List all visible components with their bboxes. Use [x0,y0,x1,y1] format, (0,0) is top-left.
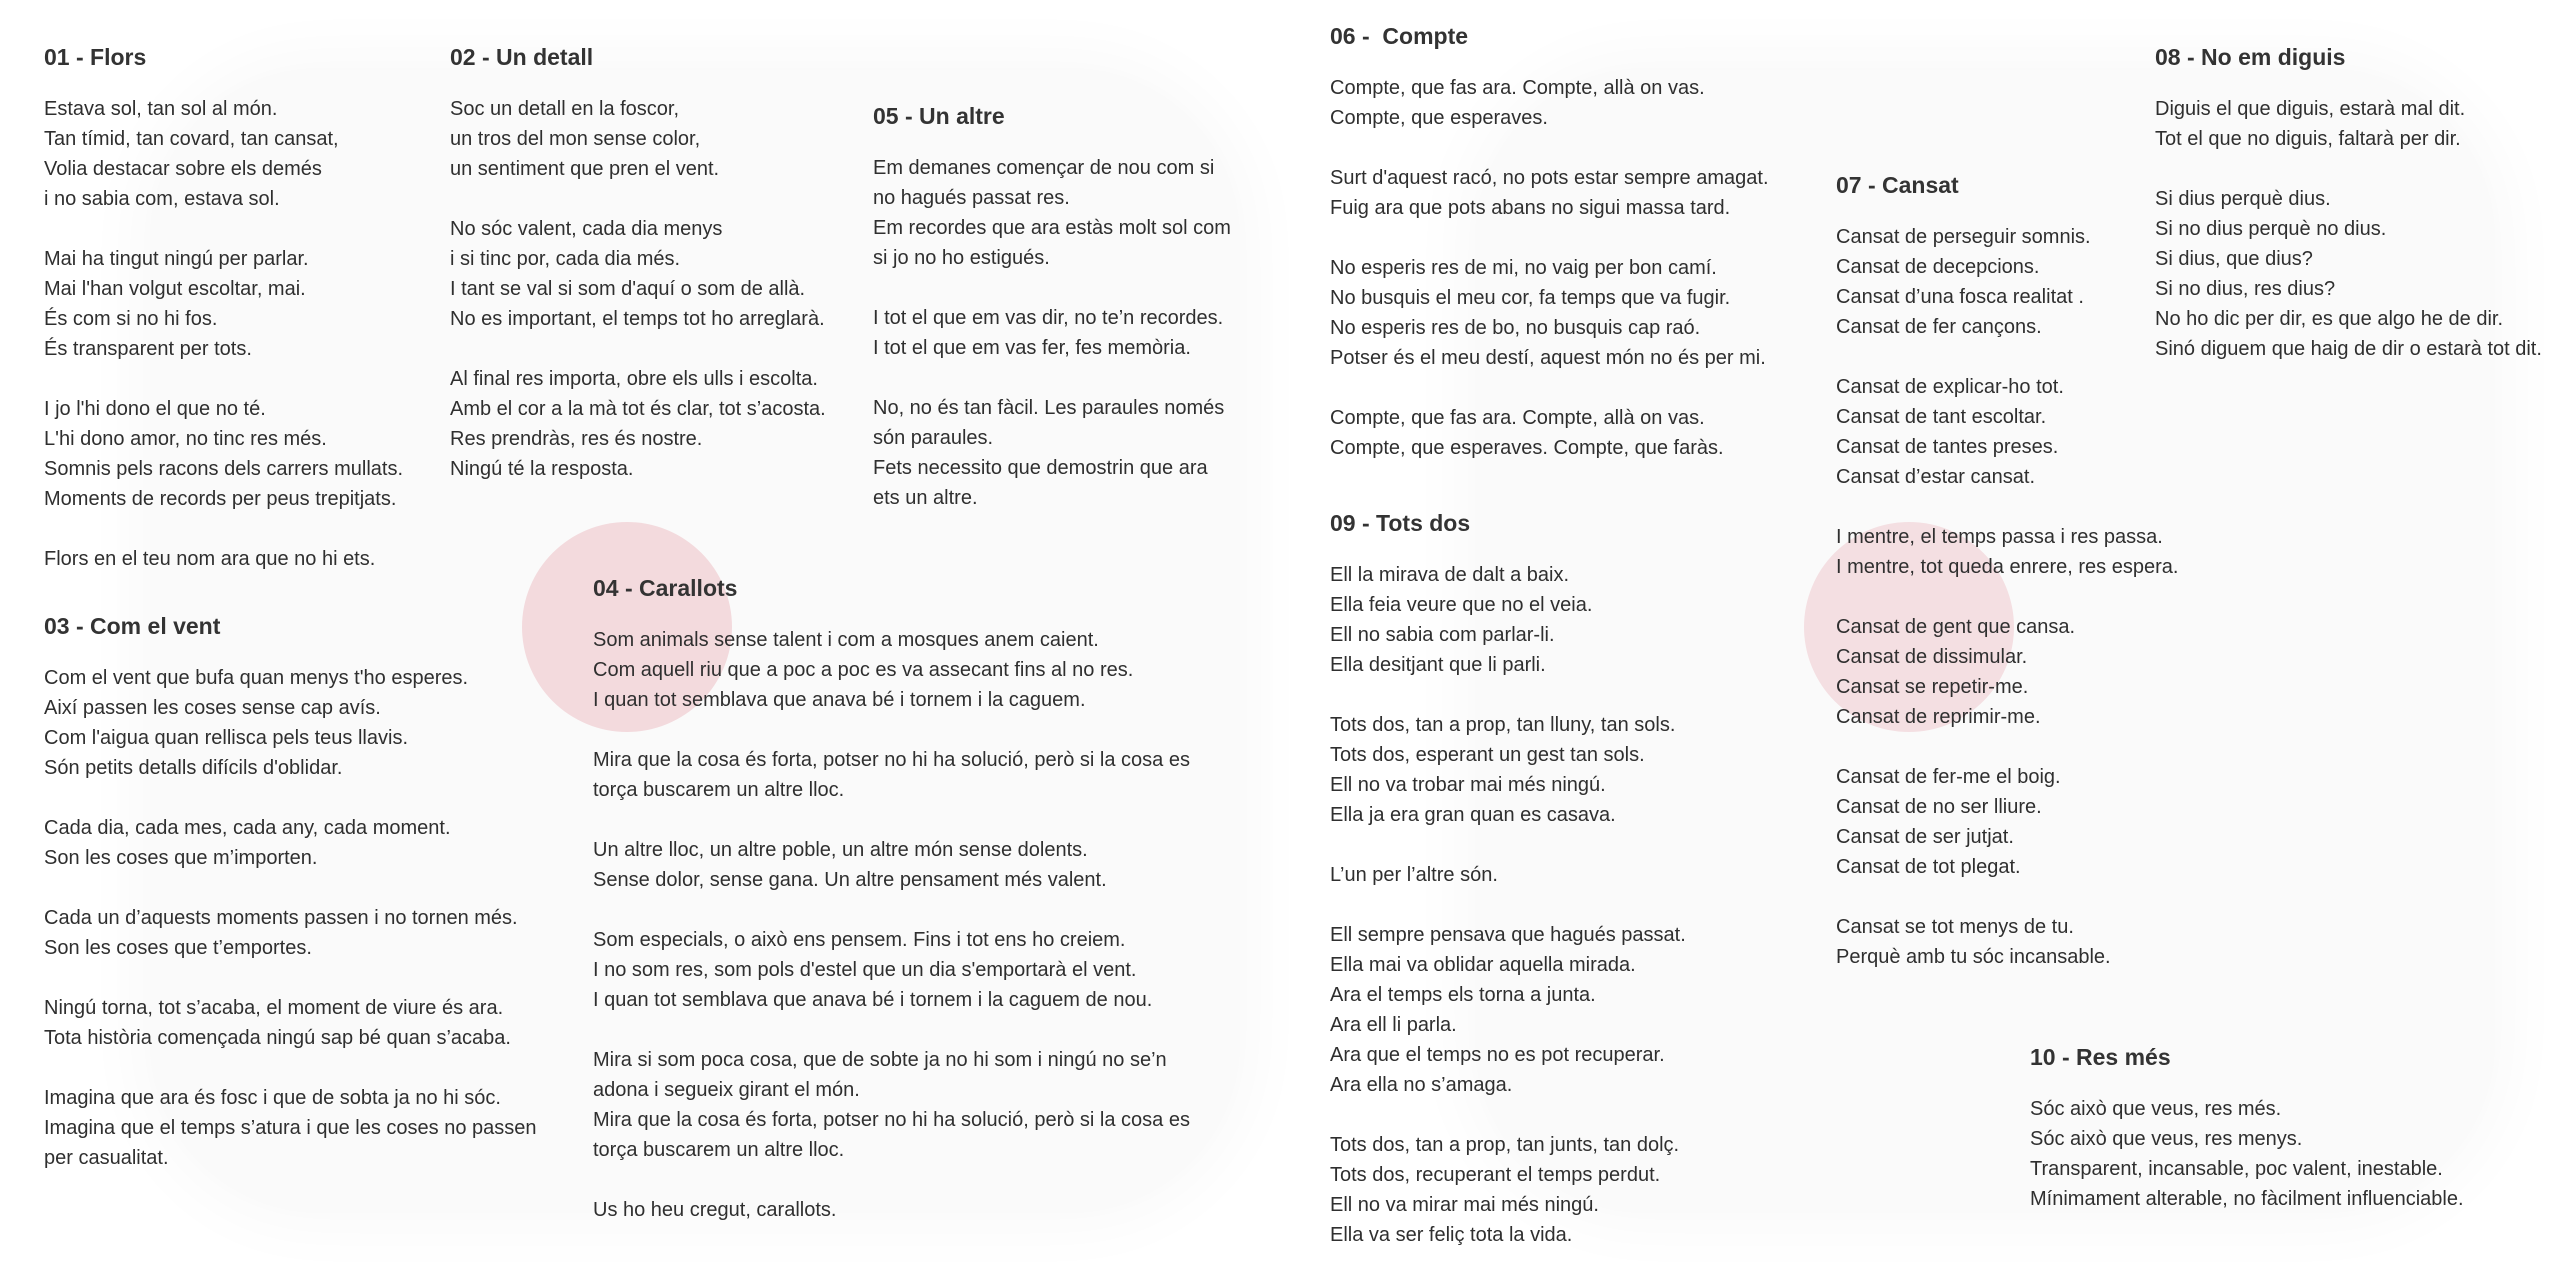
stanza [450,94,826,184]
stanza [2030,1094,2464,1214]
lyric-line: Som animals sense talent i com a mosques anem caient. [593,629,1099,651]
lyric-line: Som especials, o això ens pensem. Fins i tot ens ho creiem. [593,929,1126,951]
lyric-line: Com el vent que bufa quan menys t'ho esperes. [44,667,469,689]
lyric-line: Fets necessito que demostrin que ara [873,457,1208,479]
stanza [1836,762,2178,882]
lyric-line: Estava sol, tan sol al món. [44,98,278,120]
stanza [2155,184,2542,364]
lyric-line: Cansat de tantes preses. [1836,436,2059,458]
stanza [1836,612,2178,732]
lyric-line: Cansat de tant escoltar. [1836,406,2047,428]
lyric-line: Cansat de ser jutjat. [1836,826,2014,848]
lyric-line: Cansat de reprimir-me. [1836,706,2041,728]
lyric-line: I jo l'hi dono el que no té. [44,398,266,420]
lyric-line: Si no dius, res dius? [2155,278,2336,300]
lyric-line: No sóc valent, cada dia menys [450,218,723,240]
lyric-line: Imagina que ara és fosc i que de sobta ja no hi sóc. [44,1087,501,1109]
stanza [1330,163,1769,223]
lyric-line: Ell la mirava de dalt a baix. [1330,564,1570,586]
lyric-line: no hagués passat res. [873,187,1070,209]
song-title: 02 - Un detall [450,44,594,70]
lyric-line: un tros del mon sense color, [450,128,701,150]
stanza [1330,73,1769,133]
lyric-line: Un altre lloc, un altre poble, un altre món sense dolents. [593,839,1088,861]
lyric-line: I mentre, tot queda enrere, res espera. [1836,556,2179,578]
lyric-line: Cada un d’aquests moments passen i no tornen més. [44,907,518,929]
lyric-line: No busquis el meu cor, fa temps que va fugir. [1330,287,1731,309]
stanza [873,153,1231,273]
lyric-line: Diguis el que diguis, estarà mal dit. [2155,98,2466,120]
lyric-line: Fuig ara que pots abans no sigui massa tard. [1330,197,1731,219]
lyric-line: Amb el cor a la mà tot és clar, tot s’acosta. [450,398,826,420]
lyric-line: i si tinc por, cada dia més. [450,248,681,270]
lyric-line: Cansat de no ser lliure. [1836,796,2042,818]
lyric-line: Tota història començada ningú sap bé quan s’acaba. [44,1027,511,1049]
lyric-line: ets un altre. [873,487,978,509]
lyric-line: Compte, que esperaves. Compte, que faràs. [1330,437,1724,459]
song-title: 09 - Tots dos [1330,510,1471,536]
stanza [44,244,403,364]
song-title: 05 - Un altre [873,103,1005,129]
song-title: 06 - Compte [1330,23,1469,49]
lyric-line: Compte, que fas ara. Compte, allà on vas. [1330,407,1705,429]
stanza [1836,222,2178,342]
lyric-line: Cansat de explicar-ho tot. [1836,376,2064,398]
stanza [44,394,403,514]
lyric-line: torça buscarem un altre lloc. [593,779,845,801]
stanza [44,993,537,1053]
lyric-line: si jo no ho estigués. [873,247,1050,269]
lyric-line: Ell no va mirar mai més ningú. [1330,1194,1599,1216]
song-title: 04 - Carallots [593,575,738,601]
lyric-line: Son les coses que t’emportes. [44,937,312,959]
lyric-line: És com si no hi fos. [44,308,218,330]
lyric-line: L’un per l’altre són. [1330,864,1498,886]
lyric-line: Ella ja era gran quan es casava. [1330,804,1616,826]
lyric-line: Ella desitjant que li parli. [1330,654,1546,676]
lyric-line: Ell no sabia com parlar-li. [1330,624,1555,646]
lyric-line: Cansat de dissimular. [1836,646,2028,668]
lyric-line: Em recordes que ara estàs molt sol com [873,217,1231,239]
lyric-line: Ella feia veure que no el veia. [1330,594,1593,616]
stanza [593,835,1190,895]
song-05-un-altre [873,101,1231,543]
lyric-line: Si no dius perquè no dius. [2155,218,2387,240]
lyric-line: Imagina que el temps s’atura i que les coses no passen [44,1117,537,1139]
lyric-line: Tan tímid, tan covard, tan cansat, [44,128,339,150]
lyric-line: Tots dos, tan a prop, tan lluny, tan sols. [1330,714,1676,736]
stanza [1330,860,1686,890]
song-title: 10 - Res més [2030,1044,2171,1070]
lyric-line: Sóc això que veus, res més. [2030,1098,2282,1120]
lyric-line: Res prendràs, res és nostre. [450,428,703,450]
song-title: 07 - Cansat [1836,172,1959,198]
stanza [44,903,537,963]
lyric-line: No es important, el temps tot ho arreglarà. [450,308,825,330]
lyric-line: Són petits detalls difícils d'oblidar. [44,757,343,779]
lyric-line: Cansat de gent que cansa. [1836,616,2076,638]
lyric-line: Cansat se tot menys de tu. [1836,916,2074,938]
lyric-line: Ell sempre pensava que hagués passat. [1330,924,1686,946]
lyric-line: Ara el temps els torna a junta. [1330,984,1596,1006]
lyric-line: Perquè amb tu sóc incansable. [1836,946,2111,968]
lyric-line: Potser és el meu destí, aquest món no és per mi. [1330,347,1766,369]
lyric-line: Mínimament alterable, no fàcilment influenciable. [2030,1188,2464,1210]
lyric-line: Compte, que fas ara. Compte, allà on vas. [1330,77,1705,99]
stanza [593,625,1190,715]
lyric-line: Ningú té la resposta. [450,458,634,480]
lyric-line: Ell no va trobar mai més ningú. [1330,774,1606,796]
song-title: 08 - No em diguis [2155,44,2346,70]
lyric-line: Cansat de decepcions. [1836,256,2040,278]
lyric-line: No ho dic per dir, es que algo he de dir. [2155,308,2504,330]
lyric-line: Tots dos, esperant un gest tan sols. [1330,744,1645,766]
lyric-line: Cansat de fer cançons. [1836,316,2042,338]
lyric-line: Mai l'han volgut escoltar, mai. [44,278,306,300]
stanza [593,745,1190,805]
song-01-flors [44,42,403,604]
lyric-line: Si dius perquè dius. [2155,188,2331,210]
stanza [44,813,537,873]
stanza [44,1083,537,1173]
lyric-line: L'hi dono amor, no tinc res més. [44,428,327,450]
lyric-line: Tots dos, recuperant el temps perdut. [1330,1164,1661,1186]
lyric-line: Compte, que esperaves. [1330,107,1548,129]
lyric-line: No esperis res de bo, no busquis cap raó. [1330,317,1701,339]
lyric-line: I tot el que em vas fer, fes memòria. [873,337,1191,359]
lyric-line: Mira que la cosa és forta, potser no hi ha solució, però si la cosa es [593,749,1190,771]
lyric-line: Soc un detall en la foscor, [450,98,680,120]
stanza [1330,1130,1686,1250]
song-04-carallots [593,573,1190,1255]
lyric-line: i no sabia com, estava sol. [44,188,280,210]
lyric-line: Com aquell riu que a poc a poc es va assecant fins al no res. [593,659,1134,681]
stanza [1836,522,2178,582]
lyric-line: Son les coses que m’importen. [44,847,318,869]
lyric-line: adona i segueix girant el món. [593,1079,860,1101]
lyric-line: I tant se val si som d'aquí o som de allà. [450,278,806,300]
lyric-line: I quan tot semblava que anava bé i tornem i la caguem. [593,689,1086,711]
lyric-line: Com l'aigua quan rellisca pels teus llavis. [44,727,408,749]
lyric-line: I mentre, el temps passa i res passa. [1836,526,2163,548]
stanza [1330,403,1769,463]
song-09-tots-dos [1330,508,1686,1280]
lyric-line: Cansat d’una fosca realitat . [1836,286,2084,308]
lyric-line: un sentiment que pren el vent. [450,158,720,180]
lyric-line: són paraules. [873,427,994,449]
song-07-cansat [1836,170,2178,1002]
lyric-line: torça buscarem un altre lloc. [593,1139,845,1161]
lyric-line: Cansat se repetir-me. [1836,676,2029,698]
lyric-line: És transparent per tots. [44,338,252,360]
lyric-line: I no som res, som pols d'estel que un dia s'emportarà el vent. [593,959,1137,981]
song-03-com-el-vent [44,611,537,1203]
song-title: 01 - Flors [44,44,147,70]
song-06-compte [1330,21,1769,493]
stanza [873,393,1231,513]
song-title: 03 - Com el vent [44,613,221,639]
stanza [1330,560,1686,680]
lyric-line: per casualitat. [44,1147,169,1169]
song-02-un-detall [450,42,826,514]
stanza [1330,710,1686,830]
lyric-line: Cansat de fer-me el boig. [1836,766,2061,788]
stanza [1836,372,2178,492]
lyric-line: Cansat de tot plegat. [1836,856,2021,878]
lyric-line: Flors en el teu nom ara que no hi ets. [44,548,376,570]
lyric-line: Somnis pels racons dels carrers mullats. [44,458,404,480]
lyric-line: Moments de records per peus trepitjats. [44,488,397,510]
stanza [873,303,1231,363]
stanza [44,544,403,574]
lyric-line: Em demanes començar de nou com si [873,157,1215,179]
lyric-line: I tot el que em vas dir, no te’n recordes. [873,307,1224,329]
lyric-line: Transparent, incansable, poc valent, inestable. [2030,1158,2443,1180]
lyric-line: Us ho heu cregut, carallots. [593,1199,837,1221]
lyric-line: Al final res importa, obre els ulls i escolta. [450,368,818,390]
lyric-line: Tots dos, tan a prop, tan junts, tan dolç. [1330,1134,1680,1156]
lyric-line: No, no és tan fàcil. Les paraules només [873,397,1225,419]
lyric-line: No esperis res de mi, no vaig per bon camí. [1330,257,1717,279]
lyric-line: Ara ell li parla. [1330,1014,1457,1036]
stanza [1330,253,1769,373]
stanza [450,364,826,484]
stanza [44,663,537,783]
lyric-line: Sóc això que veus, res menys. [2030,1128,2303,1150]
lyric-line: Ella va ser feliç tota la vida. [1330,1224,1573,1246]
song-10-res-mes [2030,1042,2464,1244]
stanza [44,94,403,214]
lyric-line: Mai ha tingut ningú per parlar. [44,248,309,270]
lyric-line: Ella mai va oblidar aquella mirada. [1330,954,1636,976]
lyric-line: Mira si som poca cosa, que de sobte ja no hi som i ningú no se’n [593,1049,1167,1071]
lyric-line: Si dius, que dius? [2155,248,2313,270]
lyric-line: Ara que el temps no es pot recuperar. [1330,1044,1665,1066]
lyric-line: Sinó diguem que haig de dir o estarà tot dit. [2155,338,2542,360]
stanza [1836,912,2178,972]
lyric-line: I quan tot semblava que anava bé i tornem i la caguem de nou. [593,989,1153,1011]
stanza [2155,94,2542,154]
lyric-line: Volia destacar sobre els demés [44,158,322,180]
lyric-line: Sense dolor, sense gana. Un altre pensament més valent. [593,869,1107,891]
lyric-line: Tot el que no diguis, faltarà per dir. [2155,128,2461,150]
lyric-line: Surt d'aquest racó, no pots estar sempre amagat. [1330,167,1769,189]
stanza [450,214,826,334]
lyric-line: Així passen les coses sense cap avís. [44,697,381,719]
lyric-line: Ara ella no s’amaga. [1330,1074,1513,1096]
stanza [593,925,1190,1015]
lyric-line: Cada dia, cada mes, cada any, cada moment. [44,817,451,839]
stanza [593,1195,1190,1225]
lyric-line: Ningú torna, tot s’acaba, el moment de viure és ara. [44,997,504,1019]
lyric-line: Cansat de perseguir somnis. [1836,226,2091,248]
lyric-line: Cansat d’estar cansat. [1836,466,2035,488]
lyric-line: Mira que la cosa és forta, potser no hi ha solució, però si la cosa es [593,1109,1190,1131]
stanza [1330,920,1686,1100]
stanza [593,1045,1190,1165]
song-08-no-em-diguis [2155,42,2542,394]
